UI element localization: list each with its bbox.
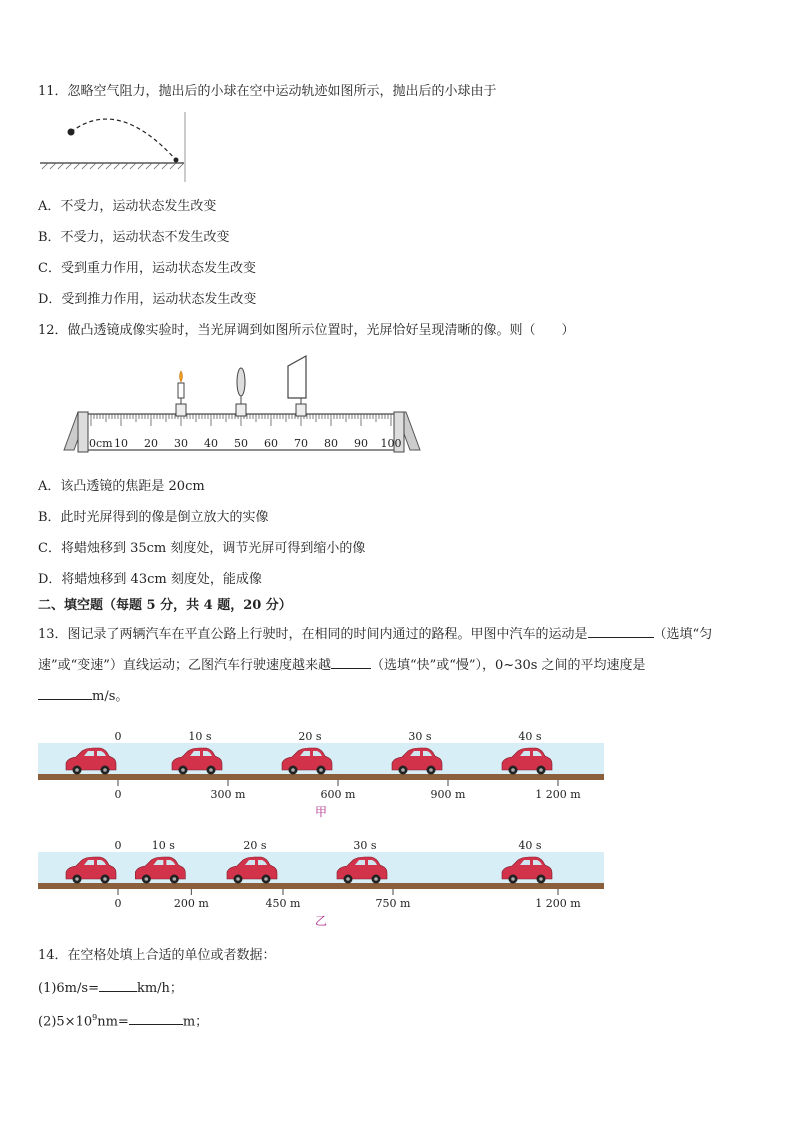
q13-text-3: m/s。 [92, 689, 129, 704]
q13-text-1: 13．图记录了两辆汽车在平直公路上行驶时，在相同的时间内通过的路程。甲图中汽车的运动是 [38, 627, 588, 642]
ruler-label: 0cm [89, 437, 113, 450]
q14-blank-1[interactable] [99, 977, 137, 992]
light-screen [288, 356, 306, 416]
q12-option-d: D．将蜡烛移到 43cm 刻度处，能成像 [38, 572, 262, 587]
distance-label: 450 m [265, 897, 301, 910]
time-label: 30 s [353, 839, 377, 852]
distance-label: 0 [114, 788, 122, 801]
time-label: 20 s [298, 730, 322, 743]
ruler-label: 100 [380, 437, 402, 450]
q13-blank-1[interactable] [588, 623, 654, 638]
section-title: 二、填空题（每题 5 分，共 4 题，20 分） [38, 598, 292, 613]
q14-stem: 14．在空格处填上合适的单位或者数据： [38, 948, 276, 963]
time-label: 10 s [151, 839, 175, 852]
ruler-label: 60 [264, 437, 278, 450]
distance-label: 300 m [210, 788, 246, 801]
ruler-label: 80 [324, 437, 338, 450]
q13-blank-2[interactable] [331, 654, 371, 669]
q14-p2-end: m； [182, 1014, 209, 1030]
q12-option-c: C．将蜡烛移到 35cm 刻度处，调节光屏可得到缩小的像 [38, 541, 366, 556]
time-label: 20 s [243, 839, 267, 852]
q14-p2-unit: nm= [97, 1014, 129, 1030]
road [38, 883, 604, 889]
q14-part1 [38, 977, 183, 999]
q11-option-b: B．不受力，运动状态不发生改变 [38, 230, 230, 245]
candle [176, 371, 186, 416]
ruler-label: 10 [114, 437, 128, 450]
q14-p2-text: (2)5×10 [38, 1014, 93, 1030]
ruler-label: 30 [174, 437, 188, 450]
q14-blank-2[interactable] [129, 1010, 183, 1025]
distance-label: 200 m [173, 897, 209, 910]
time-label: 40 s [518, 730, 542, 743]
time-label: 10 s [188, 730, 212, 743]
time-label: 30 s [408, 730, 432, 743]
q14-p1-unit: km/h； [136, 981, 183, 996]
q14-part2 [38, 1008, 208, 1032]
q13-text-1-end: （选填“匀 [653, 627, 713, 642]
distance-label: 1 200 m [535, 788, 581, 801]
q13-text-2b: （选填“快”或“慢”），0~30s 之间的平均速度是 [370, 658, 646, 673]
time-label: 40 s [518, 839, 542, 852]
distance-label: 900 m [430, 788, 466, 801]
distance-label: 750 m [375, 897, 411, 910]
caption-jia: 甲 [314, 805, 328, 819]
ruler-label: 40 [204, 437, 218, 450]
optical-bench-figure [60, 352, 422, 456]
q14-p2-exponent: 9 [92, 1013, 98, 1022]
q13-text-2a: 速”或“变速”）直线运动；乙图汽车行驶速度越来越 [38, 658, 331, 673]
convex-lens [236, 368, 246, 416]
q13-line1 [38, 623, 712, 645]
q13-line2 [38, 654, 646, 676]
time-label: 0 [114, 839, 122, 852]
ruler-label: 50 [234, 437, 248, 450]
q13-blank-3[interactable] [38, 685, 92, 700]
ruler-label: 90 [354, 437, 368, 450]
q12-option-a: A．该凸透镜的焦距是 20cm [38, 479, 205, 494]
q11-figure [38, 108, 198, 186]
q11-option-d: D．受到推力作用，运动状态发生改变 [38, 292, 257, 307]
car-figure-jia [36, 728, 608, 826]
road [38, 774, 604, 780]
caption-yi: 乙 [314, 914, 328, 928]
q11-option-a: A．不受力，运动状态发生改变 [38, 199, 217, 214]
q13-line3 [38, 685, 128, 707]
q14-p1-text: (1)6m/s= [38, 981, 99, 996]
distance-label: 1 200 m [535, 897, 581, 910]
q12-option-b: B．此时光屏得到的像是倒立放大的实像 [38, 510, 269, 525]
distance-label: 600 m [320, 788, 356, 801]
ruler-label: 20 [144, 437, 158, 450]
q12-stem: 12．做凸透镜成像实验时，当光屏调到如图所示位置时，光屏恰好呈现清晰的像。则（ ） [38, 323, 575, 338]
ruler-label: 70 [294, 437, 308, 450]
distance-label: 0 [114, 897, 122, 910]
q11-option-c: C．受到重力作用，运动状态发生改变 [38, 261, 256, 276]
car-figure-yi [36, 837, 608, 935]
q11-stem: 11．忽略空气阻力，抛出后的小球在空中运动轨迹如图所示，抛出后的小球由于 [38, 84, 497, 99]
time-label: 0 [114, 730, 122, 743]
